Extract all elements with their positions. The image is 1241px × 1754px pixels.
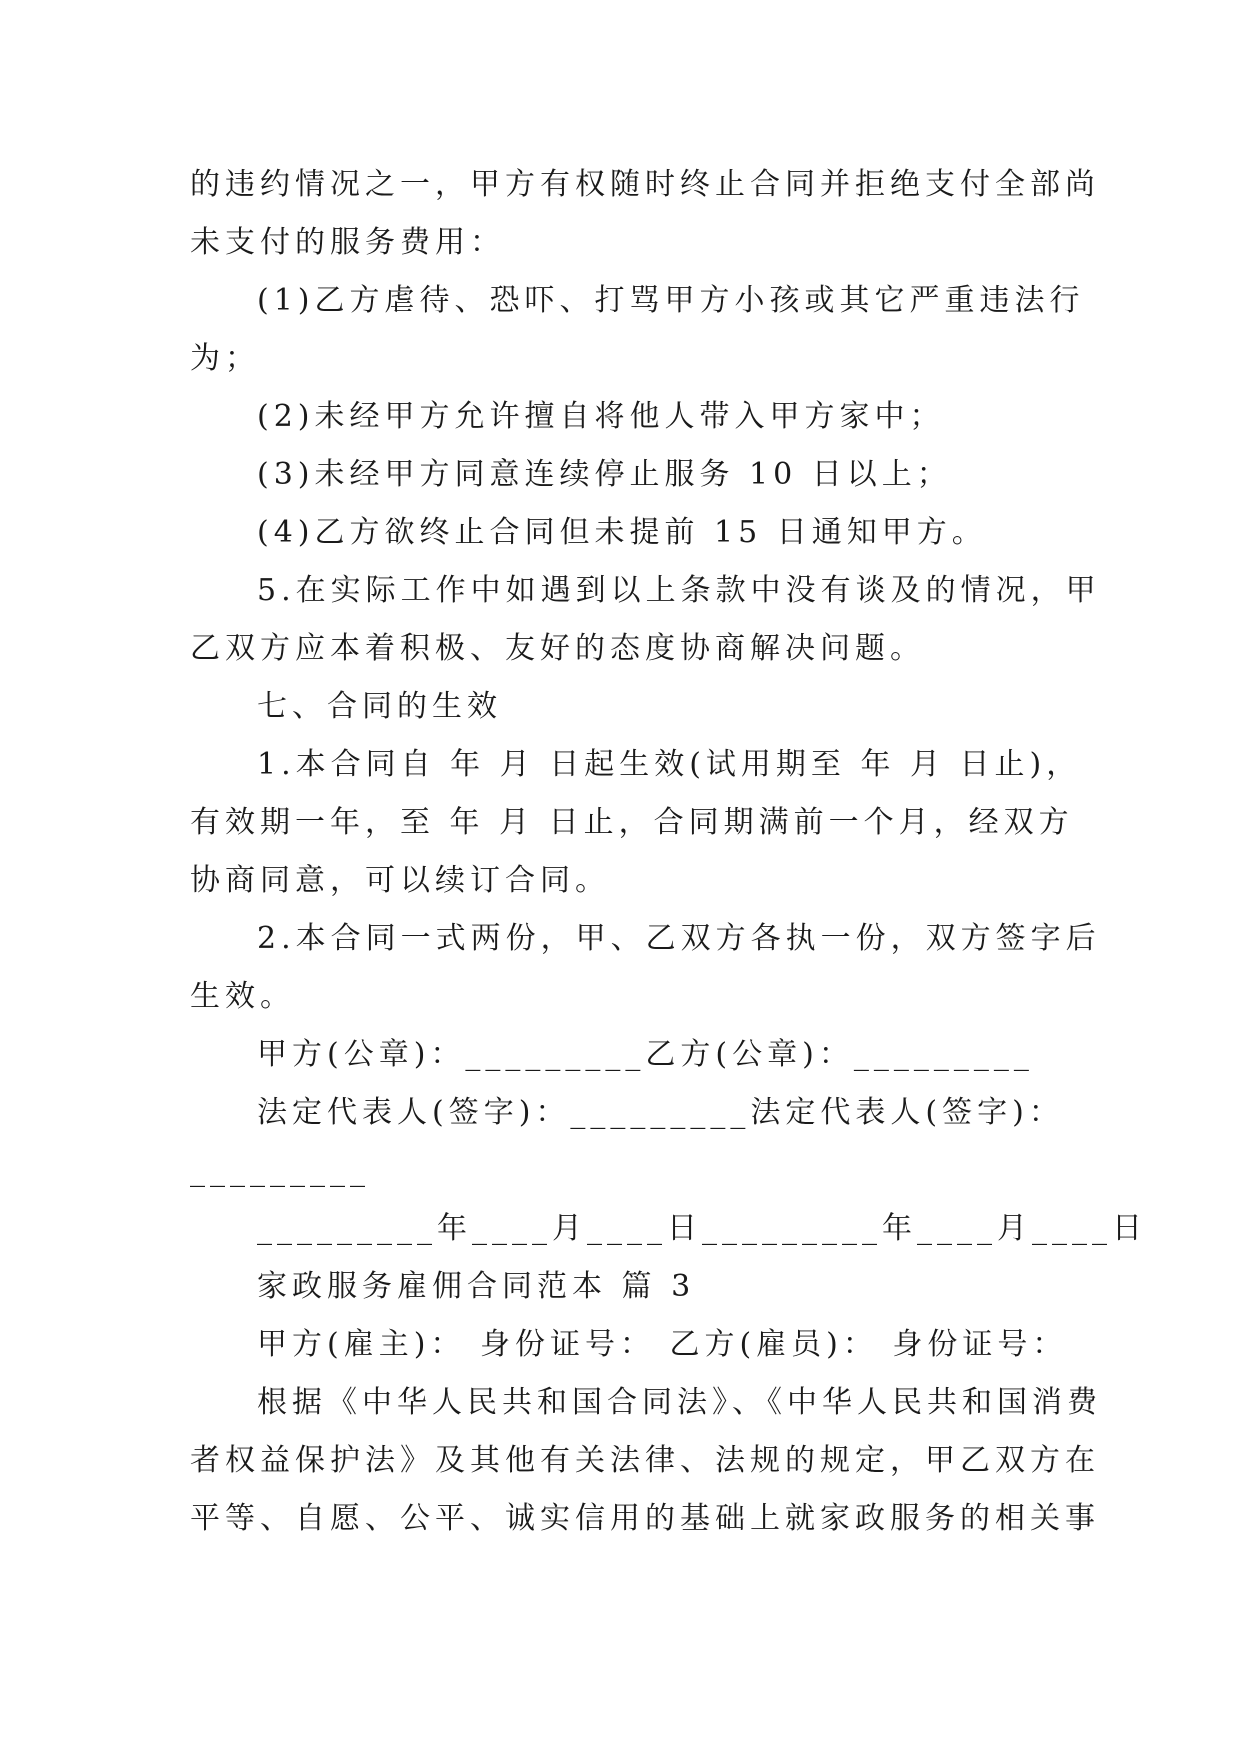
list-item: 2.本合同一式两份，甲、乙双方各执一份，双方签字后 xyxy=(257,921,1101,956)
list-item: (4)乙方欲终止合同但未提前 15 日通知甲方。 xyxy=(257,515,987,550)
text-line: 根据《中华人民共和国合同法》、《中华人民共和国消费 xyxy=(257,1385,1102,1420)
section-title: 家政服务雇佣合同范本 篇 3 xyxy=(257,1269,696,1304)
text-line: 生效。 xyxy=(190,979,295,1014)
text-line: 有效期一年，至 年 月 日止，合同期满前一个月，经双方 xyxy=(190,805,1074,840)
party-line: 甲方(雇主)： 身份证号： 乙方(雇员)： 身份证号： xyxy=(257,1327,1068,1362)
signature-line: 法定代表人(签字)：_________法定代表人(签字)： xyxy=(257,1095,1064,1130)
signature-line: _________ xyxy=(190,1153,370,1188)
text-line: 未支付的服务费用： xyxy=(190,225,505,260)
list-item: (3)未经甲方同意连续停止服务 10 日以上； xyxy=(257,457,952,492)
section-heading: 七、合同的生效 xyxy=(257,689,502,724)
text-line: 乙双方应本着积极、友好的态度协商解决问题。 xyxy=(190,631,925,666)
text-line: 为； xyxy=(190,341,260,376)
text-line: 者权益保护法》及其他有关法律、法规的规定，甲乙双方在 xyxy=(190,1443,1100,1478)
text-line: 平等、自愿、公平、诚实信用的基础上就家政服务的相关事 xyxy=(190,1501,1100,1536)
date-line: _________年____月____日_________年____月____日 xyxy=(257,1211,1147,1246)
list-item: (1)乙方虐待、恐吓、打骂甲方小孩或其它严重违法行 xyxy=(257,283,1085,318)
list-item: 5.在实际工作中如遇到以上条款中没有谈及的情况，甲 xyxy=(257,573,1101,608)
text-line: 的违约情况之一，甲方有权随时终止合同并拒绝支付全部尚 xyxy=(190,167,1100,202)
text-line: 协商同意，可以续订合同。 xyxy=(190,863,610,898)
list-item: (2)未经甲方允许擅自将他人带入甲方家中； xyxy=(257,399,945,434)
list-item: 1.本合同自 年 月 日起生效(试用期至 年 月 日止)， xyxy=(257,747,1082,782)
signature-line: 甲方(公章)：_________乙方(公章)：_________ xyxy=(257,1037,1034,1072)
